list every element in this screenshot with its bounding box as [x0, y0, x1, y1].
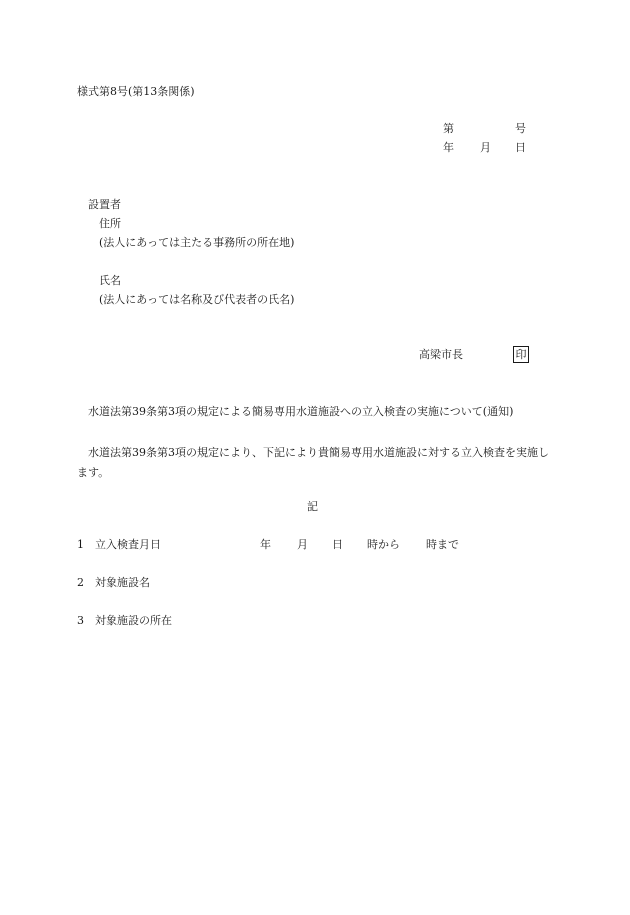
name-note: (法人にあっては名称及び代表者の氏名)	[99, 293, 295, 306]
item-3-number: 3	[77, 614, 84, 627]
seal-mark: 印	[513, 346, 529, 363]
item-2-label: 対象施設名	[95, 576, 150, 589]
addressee-title: 設置者	[88, 198, 121, 211]
doc-number-go: 号	[515, 122, 526, 135]
item-1-year: 年	[260, 538, 271, 551]
address-label: 住所	[99, 217, 121, 230]
item-1-until: 時まで	[426, 538, 459, 551]
item-1-from: 時から	[367, 538, 400, 551]
item-1-number: 1	[77, 538, 84, 551]
item-1-day: 日	[332, 538, 343, 551]
body-paragraph: 水道法第39条第3項の規定により、下記により貴簡易専用水道施設に対する立入検査を実施します。	[77, 446, 549, 479]
item-1-label: 立入検査月日	[95, 538, 161, 551]
name-label: 氏名	[99, 274, 121, 287]
issuer-label: 高梁市長	[419, 348, 463, 361]
date-month: 月	[480, 141, 491, 154]
form-number: 様式第8号(第13条関係)	[77, 85, 195, 98]
date-day: 日	[515, 141, 526, 154]
item-1-month: 月	[297, 538, 308, 551]
date-year: 年	[443, 141, 454, 154]
item-3-label: 対象施設の所在	[95, 614, 172, 627]
doc-number-dai: 第	[443, 122, 454, 135]
item-2-number: 2	[77, 576, 84, 589]
address-note: (法人にあっては主たる事務所の所在地)	[99, 236, 295, 249]
subject-line: 水道法第39条第3項の規定による簡易専用水道施設への立入検査の実施について(通知)	[88, 405, 514, 418]
ki-heading: 記	[307, 500, 318, 513]
